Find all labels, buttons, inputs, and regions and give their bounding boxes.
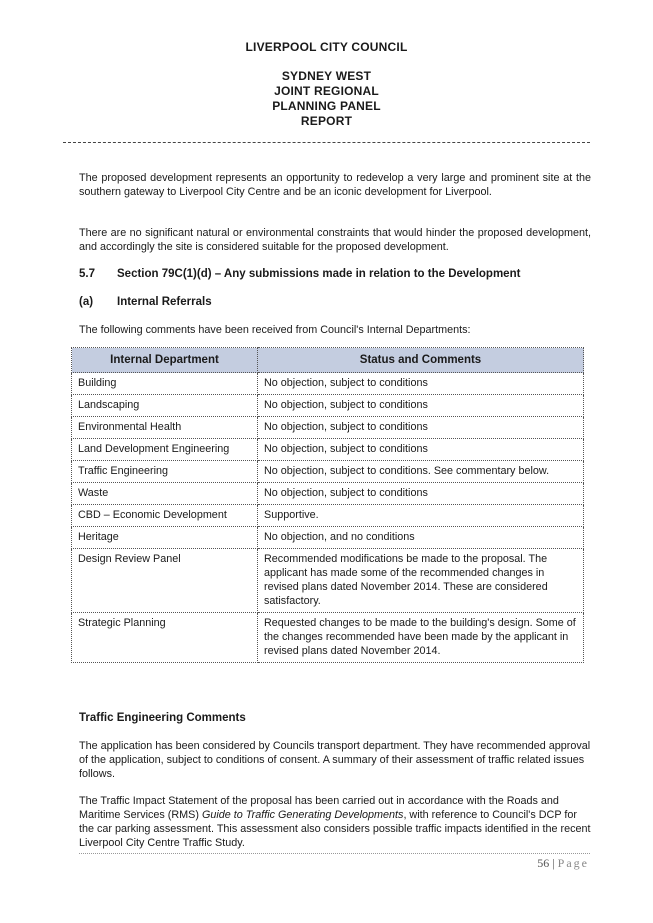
footer-divider [79, 853, 590, 854]
table-row [72, 613, 584, 663]
table-row [72, 527, 584, 549]
table-row [72, 417, 584, 439]
department-cell: Landscaping [72, 395, 258, 417]
traffic-paragraph-2-text-end: , with reference to Council's DCP for the car parking assessment. This assessment also considers possible traffic impacts identified in the recent Liverpool City Centre Traffic Study. [79, 809, 591, 849]
column-header-department: Internal Department [72, 348, 258, 373]
comment-cell: No objection, subject to conditions [258, 417, 584, 439]
panel-title-line-4: REPORT [300, 114, 353, 128]
internal-referrals-table [71, 347, 584, 663]
panel-title-line-3: PLANNING PANEL [272, 99, 381, 113]
traffic-paragraph-1: The application has been considered by Councils transport department. They have recommended approval of the application, subject to conditions of consent. A summary of their assessment of traffic related issues follows. [79, 740, 591, 780]
table-header-row [72, 348, 584, 373]
department-cell: Land Development Engineering [72, 439, 258, 461]
page-footer [537, 856, 589, 871]
intro-paragraph-1: The proposed development represents an opportunity to redevelop a very large and prominent site at the southern gateway to Liverpool City Centre and be an iconic development for Liverpool. [79, 172, 591, 198]
comment-cell: No objection, subject to conditions [258, 373, 584, 395]
comment-cell: No objection, subject to conditions. See commentary below. [258, 461, 584, 483]
table-row [72, 549, 584, 613]
footer-separator: | [552, 856, 555, 870]
section-number: 5.7 [79, 268, 95, 280]
header-divider [63, 142, 590, 143]
table-row [72, 373, 584, 395]
table-row [72, 395, 584, 417]
intro-paragraph-2: There are no significant natural or environmental constraints that would hinder the proposed development, and accordingly the site is considered suitable for the proposed development. [79, 227, 591, 253]
comment-cell: No objection, and no conditions [258, 527, 584, 549]
council-name: LIVERPOOL CITY COUNCIL [245, 40, 408, 54]
subsection-label: (a) [79, 296, 94, 308]
department-cell: Design Review Panel [72, 549, 258, 613]
traffic-paragraph-2-text: The Traffic Impact Statement of the proposal has been carried out in accordance with the Roads and Maritime Services (RMS) [79, 795, 559, 821]
page-label: Page [557, 856, 589, 870]
table-row [72, 439, 584, 461]
column-header-comments: Status and Comments [258, 348, 584, 373]
comment-cell: No objection, subject to conditions [258, 395, 584, 417]
comment-cell: No objection, subject to conditions [258, 439, 584, 461]
department-cell: Heritage [72, 527, 258, 549]
comment-cell: Supportive. [258, 505, 584, 527]
department-cell: Waste [72, 483, 258, 505]
table-row [72, 505, 584, 527]
panel-title-line-2: JOINT REGIONAL [274, 84, 379, 98]
traffic-paragraph-2 [79, 794, 591, 850]
traffic-comments-heading: Traffic Engineering Comments [79, 712, 246, 724]
section-title: Section 79C(1)(d) – Any submissions made in relation to the Development [117, 268, 521, 280]
table-row [72, 461, 584, 483]
department-cell: Environmental Health [72, 417, 258, 439]
department-cell: Strategic Planning [72, 613, 258, 663]
department-cell: Traffic Engineering [72, 461, 258, 483]
comment-cell: No objection, subject to conditions [258, 483, 584, 505]
comment-cell: Recommended modifications be made to the proposal. The applicant has made some of the recommended changes in revised plans dated November 2014. These are considered satisfactory. [258, 549, 584, 613]
referrals-intro: The following comments have been received from Council's Internal Departments: [79, 324, 471, 336]
table-row [72, 483, 584, 505]
comment-cell: Requested changes to be made to the building's design. Some of the changes recommended have been made by the applicant in revised plans dated November 2014. [258, 613, 584, 663]
subsection-title: Internal Referrals [117, 296, 212, 308]
page-number: 56 [537, 856, 550, 870]
department-cell: CBD – Economic Development [72, 505, 258, 527]
panel-title-line-1: SYDNEY WEST [281, 69, 372, 83]
department-cell: Building [72, 373, 258, 395]
rms-guide-title: Guide to Traffic Generating Developments [201, 809, 404, 821]
